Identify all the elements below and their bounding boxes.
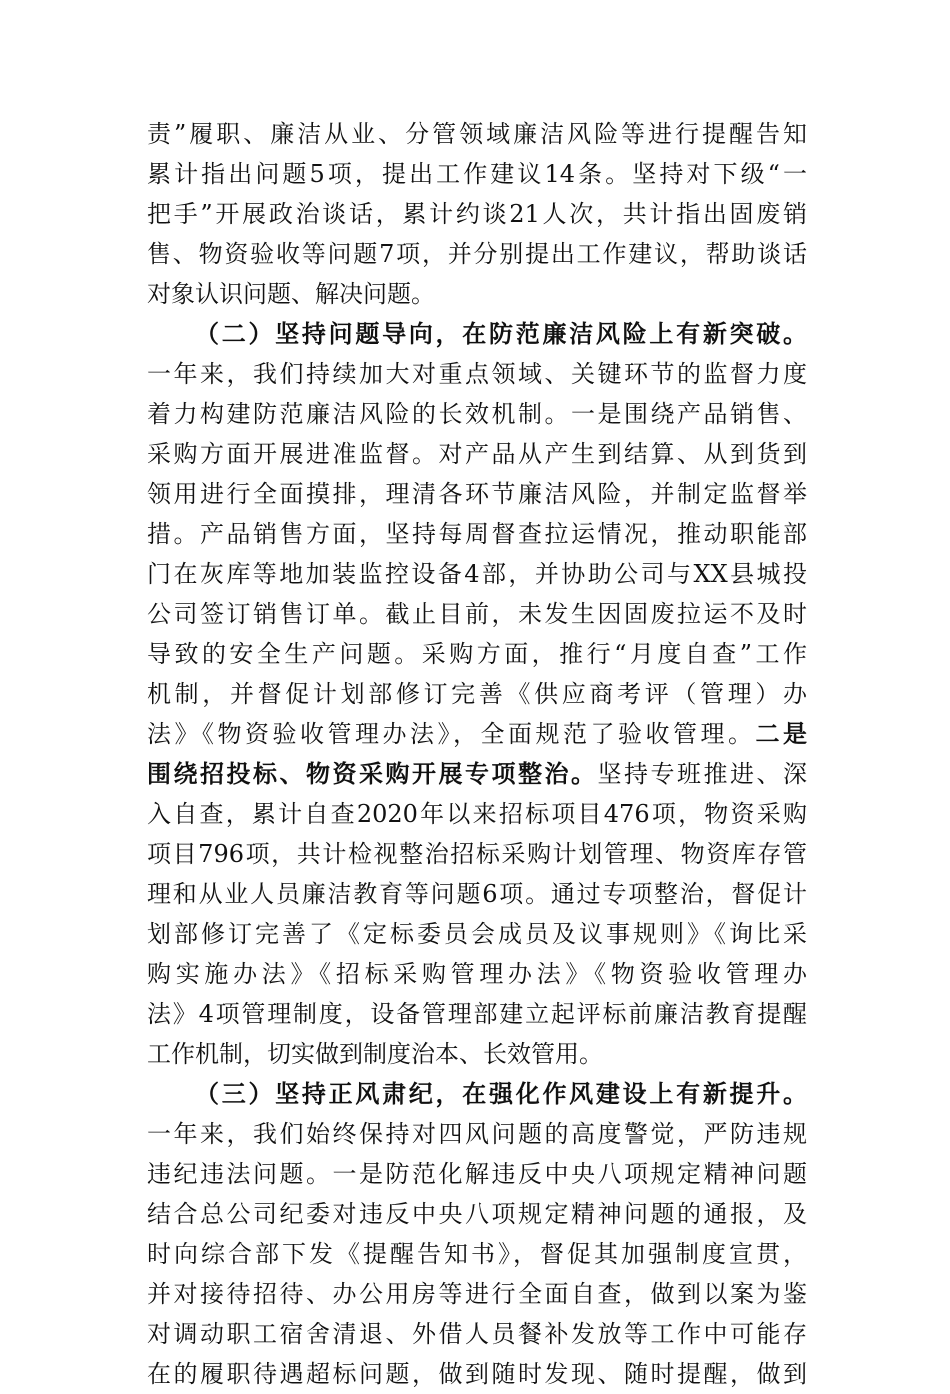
line-text: 在的履职待遇超标问题，做到随时发现、随时提醒，做到 (147, 1360, 807, 1388)
paragraph-line (147, 754, 807, 794)
paragraph-line (147, 354, 807, 394)
paragraph-line (147, 914, 807, 954)
line-text: 对象认识问题、解决问题。 (147, 280, 435, 308)
paragraph-line (147, 234, 807, 274)
paragraph-line (147, 634, 807, 674)
line-text: 法》4项管理制度，设备管理部建立起评标前廉洁教育提醒 (147, 1000, 807, 1028)
section-heading-line (147, 1074, 807, 1114)
line-text: 理和从业人员廉洁教育等问题6项。通过专项整治，督促计 (147, 880, 807, 908)
paragraph-line (147, 1154, 807, 1194)
paragraph-line (147, 1274, 807, 1314)
line-text: 责”履职、廉洁从业、分管领域廉洁风险等进行提醒告知 (147, 120, 807, 148)
line-text: 门在灰库等地加装监控设备4部，并协助公司与XX县城投 (147, 560, 807, 588)
bold-text: 二是 (755, 719, 807, 748)
paragraph-line (147, 874, 807, 914)
line-text: 并对接待招待、办公用房等进行全面自查，做到以案为鉴 (147, 1280, 807, 1308)
paragraph-line (147, 474, 807, 514)
paragraph-line (147, 954, 807, 994)
paragraph-line (147, 514, 807, 554)
paragraph-line (147, 1354, 807, 1394)
line-text: 入自查，累计自查2020年以来招标项目476项，物资采购 (147, 800, 807, 828)
section-heading-line (147, 314, 807, 354)
line-text: 结合总公司纪委对违反中央八项规定精神问题的通报，及 (147, 1200, 807, 1228)
paragraph-line (147, 1114, 807, 1154)
paragraph-line (147, 274, 807, 314)
line-text: 项目796项，共计检视整治招标采购计划管理、物资库存管 (147, 840, 807, 868)
line-text: 时向综合部下发《提醒告知书》，督促其加强制度宣贯， (147, 1240, 807, 1268)
line-text: 对调动职工宿舍清退、外借人员餐补发放等工作中可能存 (147, 1320, 807, 1348)
line-text: 坚持专班推进、深 (597, 760, 807, 788)
line-text: 措。产品销售方面，坚持每周督查拉运情况，推动职能部 (147, 520, 807, 548)
paragraph-line (147, 1234, 807, 1274)
line-text: 累计指出问题5项，提出工作建议14条。坚持对下级“一 (147, 160, 807, 188)
line-text: 领用进行全面摸排，理清各环节廉洁风险，并制定监督举 (147, 480, 807, 508)
line-text: （二）坚持问题导向，在防范廉洁风险上有新突破。 (195, 319, 807, 348)
paragraph-line (147, 1194, 807, 1234)
line-text: 一年来，我们持续加大对重点领域、关键环节的监督力度 (147, 360, 807, 388)
line-text: 购实施办法》《招标采购管理办法》《物资验收管理办 (147, 960, 807, 988)
line-text: 导致的安全生产问题。采购方面，推行“月度自查”工作 (147, 640, 807, 668)
line-text: 法》《物资验收管理办法》，全面规范了验收管理。 (147, 720, 756, 748)
paragraph-line (147, 1034, 807, 1074)
document-body (147, 114, 807, 1394)
paragraph-line (147, 594, 807, 634)
line-text: 把手”开展政治谈话，累计约谈21人次，共计指出固废销 (147, 200, 807, 228)
line-text: 机制，并督促计划部修订完善《供应商考评（管理）办 (147, 680, 807, 708)
paragraph-line (147, 794, 807, 834)
paragraph-line (147, 394, 807, 434)
bold-text: 围绕招投标、物资采购开展专项整治。 (147, 759, 598, 788)
paragraph-line (147, 434, 807, 474)
paragraph-line (147, 834, 807, 874)
paragraph-line (147, 714, 807, 754)
line-text: 工作机制，切实做到制度治本、长效管用。 (147, 1040, 603, 1068)
line-text: 一年来，我们始终保持对四风问题的高度警觉，严防违规 (147, 1120, 807, 1148)
line-text: 违纪违法问题。一是防范化解违反中央八项规定精神问题 (147, 1160, 807, 1188)
paragraph-line (147, 154, 807, 194)
paragraph-line (147, 674, 807, 714)
paragraph-line (147, 554, 807, 594)
paragraph-line (147, 194, 807, 234)
line-text: 公司签订销售订单。截止目前，未发生因固废拉运不及时 (147, 600, 807, 628)
line-text: 采购方面开展进准监督。对产品从产生到结算、从到货到 (147, 440, 807, 468)
line-text: 售、物资验收等问题7项，并分别提出工作建议，帮助谈话 (147, 240, 807, 268)
line-text: （三）坚持正风肃纪，在强化作风建设上有新提升。 (195, 1079, 807, 1108)
paragraph-line (147, 1314, 807, 1354)
paragraph-line (147, 994, 807, 1034)
line-text: 着力构建防范廉洁风险的长效机制。一是围绕产品销售、 (147, 400, 807, 428)
paragraph-line (147, 114, 807, 154)
line-text: 划部修订完善了《定标委员会成员及议事规则》《询比采 (147, 920, 807, 948)
